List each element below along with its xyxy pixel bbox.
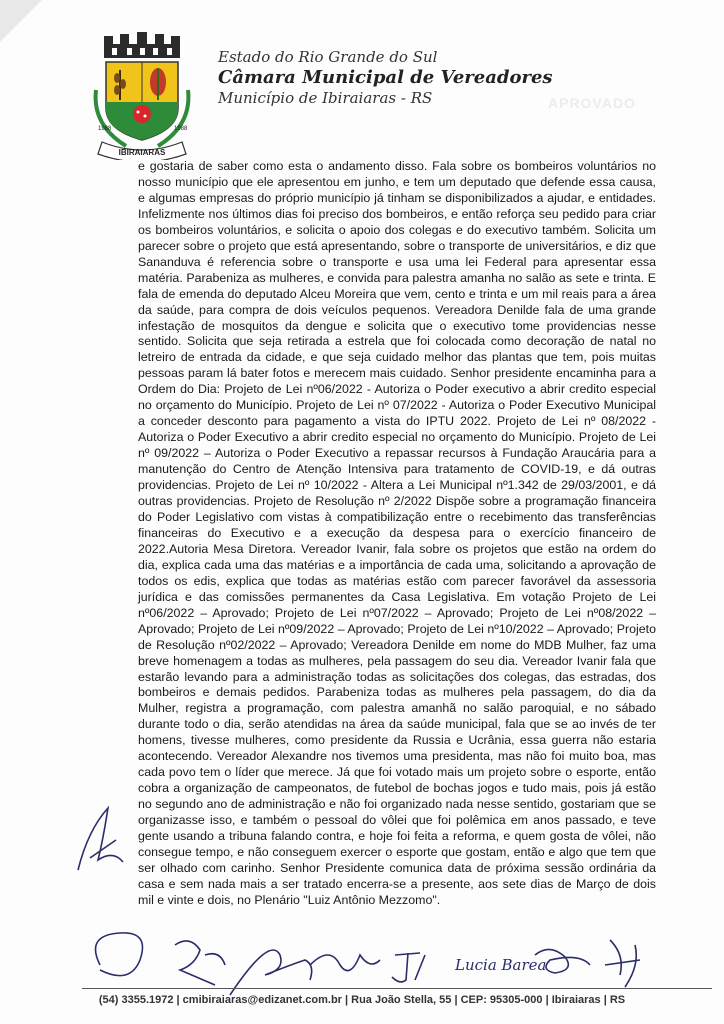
signature-2: [175, 941, 225, 985]
page-fold-corner: [0, 0, 42, 42]
state-name: Estado do Rio Grande do Sul: [218, 48, 438, 66]
background-stamp: APROVADO: [548, 95, 636, 111]
margin-initials-signature: [68, 800, 138, 880]
municipality-name: Município de Ibiraiaras - RS: [218, 89, 433, 107]
signature-5: [392, 953, 425, 982]
crest-year-right: 1988: [174, 126, 188, 132]
signature-6: [605, 940, 640, 987]
footer-divider: [82, 988, 712, 989]
signature-1: [96, 933, 143, 976]
signature-4: [310, 955, 380, 971]
chamber-name: Câmara Municipal de Vereadores: [218, 67, 553, 88]
footer-contact: (54) 3355.1972 | cmibiraiaras@edizanet.com.br | Rua João Stella, 55 | CEP: 95305-000 | Ibiraiaras | RS: [98, 994, 626, 1006]
crest-year-left: 1988: [98, 126, 112, 132]
signature-lucia-barea: Lucia Barea: [455, 956, 547, 974]
letterhead: [218, 48, 553, 107]
crest-banner-text: IBIRAIARAS: [118, 148, 166, 157]
municipal-crest-icon: [82, 30, 202, 160]
signatures-row: [80, 925, 700, 1005]
minutes-body-text: e gostaria de saber como esta o andamento disso. Fala sobre os bombeiros voluntários no nosso município que ele apresentou em junho, e tem um deputado que defende essa causa, e algumas empresas do próprio município já tinham se disponibilizados a ajudar, e entidades. Infelizmente nos últimos dias foi preciso dos bombeiros, e então reforça seu pedido para criar os bombeiros voluntários, e solicita o apoio dos colegas e do executivo também. Solicita um parecer sobre o projeto que está apresentando, sobre o transporte de universitários, e diz que Sananduva é referencia sobre o transporte e usa uma lei Federal para apresentar essa matéria. Parabeniza as mulheres, e convida para palestra amanha no salão as sete e trinta. E fala de emenda do deputado Alceu Moreira que vem, cento e trinta e um mil reais para a área da saúde, para compra de dois veículos pequenos. Vereadora Denilde fala de uma grande infestação de mosquitos da dengue e solicita que o executivo tome providencias nesse sentido. Solicita que seja retirada a estrela que foi colocada como decoração de natal no letreiro de entrada da cidade, e que seja cuidado melhor das plantas que tem, pois muitas pessoas param lá bater fotos e merecem mais cuidado. Senhor presidente encaminha para a Ordem do Dia: Projeto de Lei nº06/2022 - Autoriza o Poder executivo a abrir credito especial no orçamento do Município. Projeto de Lei nº 07/2022 - Autoriza o Poder Executivo Municipal a conceder desconto para pagamento a vista do IPTU 2022. Projeto de Lei nº 08/2022 - Autoriza o Poder Executivo a abrir credito especial no orçamento do Município. Projeto de Lei nº 09/2022 – Autoriza o Poder Executivo a repassar recursos à Fundação Araucária para a manutenção do Centro de Atenção Intensiva para tratamento de COVID-19, e dá outras providencias. Projeto de Lei nº 10/2022 - Altera a Lei Municipal nº1.342 de 29/03/2001, e dá outras providencias. Projeto de Resolução nº 2/2022 Dispõe sobre a programação financeira do Poder Legislativo com vistas à compatibilização entre o recebimento das transferências financeiras do Executivo e a execução da despesa para o exercício financeiro de 2022.Autoria Mesa Diretora. Vereador Ivanir, fala sobre os projetos que estão na ordem do dia, explica cada uma das matérias e a importância de cada uma, solicitando a aprovação de todos os edis, explica que todas as matérias estão com parecer favorável da assessoria jurídica e das comissões permanentes da Casa Legislativa. Em votação Projeto de Lei nº06/2022 – Aprovado; Projeto de Lei nº07/2022 – Aprovado; Projeto de Lei nº08/2022 – Aprovado; Projeto de Lei nº09/2022 – Aprovado; Projeto de Lei nº10/2022 – Aprovado; Projeto de Resolução nº02/2022 – Aprovado; Vereadora Denilde em nome do MDB Mulher, faz uma breve homenagem a todas as mulheres, pela passagem do seu dia. Vereador Ivanir fala que estarão levando para a administração todas as solicitações dos colegas, das estradas, dos bombeiros e demais pedidos. Parabeniza todas as mulheres pela passagem, do dia da Mulher, registra a programação, com palestra amanhã no salão paroquial, e no sábado durante todo o dia, serão atendidas na área da saúde municipal, fala que se ao invés de ter homens, tivesse mulheres, como presidente da Russia e Ucrânia, essa guerra não estaria acontecendo. Vereador Alexandre nos tivemos uma presidenta, mas não foi muito boa, mas cada povo tem o líder que merece. Já que foi votado mais um projeto sobre o esporte, então cobra a organização de campeonatos, de futebol de bochas jogos e tudo mais, pois já estão no segundo ano de administração e não foi organizado nada nesse sentido, gostariam que se organizasse isso, e também o pessoal do vôlei que foi polêmica em anos passado, e teve gente usando a tribuna falando contra, e hoje foi feita a reforma, e quem gosta de vôlei, não consegue tempo, e não conseguem exercer o esporte que gostam, então e algo que tem que ser olhado com carinho. Senhor Presidente comunica data de próxima sessão ordinária da casa e sem nada mais a ser tratado encerra-se a presente, aos sete dias de Março de dois mil e vinte e dois, no Plenário "Luiz Antônio Mezzomo".: [138, 159, 656, 907]
